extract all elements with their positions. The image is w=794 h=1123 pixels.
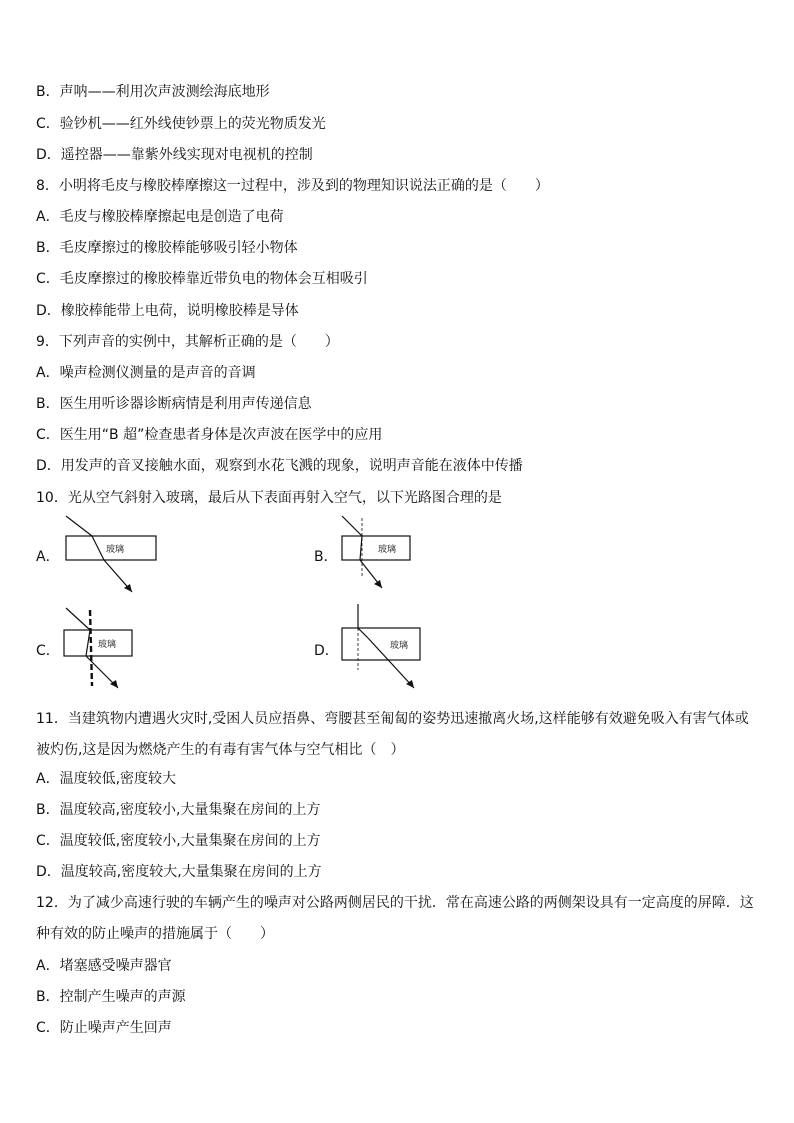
q8-option-a: A．毛皮与橡胶棒摩擦起电是创造了电荷 — [36, 209, 284, 225]
q9-option-a: A．噪声检测仪测量的是声音的音调 — [36, 365, 256, 381]
q9-option-c: C．医生用“B 超”检查患者身体是次声波在医学中的应用 — [36, 427, 383, 443]
q8-stem: 8．小明将毛皮与橡胶棒摩擦这一过程中，涉及到的物理知识说法正确的是（ ） — [36, 178, 549, 194]
q11-option-b: B．温度较高,密度较小,大量集聚在房间的上方 — [36, 802, 321, 818]
q10-diagram-d-glass: 玻璃 — [390, 641, 409, 651]
q11-option-a: A．温度较低,密度较大 — [36, 771, 177, 787]
q10-diagram-a — [60, 514, 160, 596]
q10-diagram-d — [338, 604, 424, 690]
q12-option-b: B．控制产生噪声的声源 — [36, 989, 186, 1005]
q10-option-a-label: A． — [36, 549, 60, 565]
q10-option-c-label: C． — [36, 643, 60, 659]
q12-option-a: A．堵塞感受噪声器官 — [36, 958, 172, 974]
q10-diagram-b-glass: 玻璃 — [378, 545, 397, 555]
q7-option-b: B．声呐——利用次声波测绘海底地形 — [36, 84, 270, 100]
q7-option-c: C．验钞机——红外线使钞票上的荧光物质发光 — [36, 116, 326, 132]
q10-diagram-c — [60, 606, 136, 690]
q11-option-d: D．温度较高,密度较大,大量集聚在房间的上方 — [36, 864, 322, 880]
q9-stem: 9．下列声音的实例中，其解析正确的是（ ） — [36, 334, 339, 350]
q8-option-b: B．毛皮摩擦过的橡胶棒能够吸引轻小物体 — [36, 240, 298, 256]
q11-option-c: C．温度较低,密度较小,大量集聚在房间的上方 — [36, 833, 321, 849]
q10-diagram-a-glass: 玻璃 — [106, 545, 125, 555]
q8-option-c: C．毛皮摩擦过的橡胶棒靠近带负电的物体会互相吸引 — [36, 271, 368, 287]
q7-option-d: D．遥控器——靠紫外线实现对电视机的控制 — [36, 147, 313, 163]
q10-diagram-c-glass: 玻璃 — [98, 640, 117, 650]
q9-option-d: D．用发声的音叉接触水面，观察到水花飞溅的现象，说明声音能在液体中传播 — [36, 458, 523, 474]
q11-stem: 11．当建筑物内遭遇火灾时,受困人员应捂鼻、弯腰甚至匍匐的姿势迅速撤离火场,这样能够有效避免吸入有害气体或被灼伤,这是因为燃烧产生的有毒有害气体与空气相比（ ） — [36, 711, 749, 758]
q12-option-c: C．防止噪声产生回声 — [36, 1020, 172, 1036]
q9-option-b: B．医生用听诊器诊断病情是利用声传递信息 — [36, 396, 312, 412]
q10-option-d-label: D． — [314, 643, 339, 659]
q10-diagram-b — [338, 514, 414, 596]
q10-option-b-label: B． — [314, 549, 338, 565]
q12-stem: 12．为了减少高速行驶的车辆产生的噪声对公路两侧居民的干扰．常在高速公路的两侧架设具有一定高度的屏障．这种有效的防止噪声的措施属于（ ） — [36, 895, 754, 942]
q10-stem: 10．光从空气斜射入玻璃，最后从下表面再射入空气，以下光路图合理的是 — [36, 490, 502, 506]
q8-option-d: D．橡胶棒能带上电荷，说明橡胶棒是导体 — [36, 303, 299, 319]
